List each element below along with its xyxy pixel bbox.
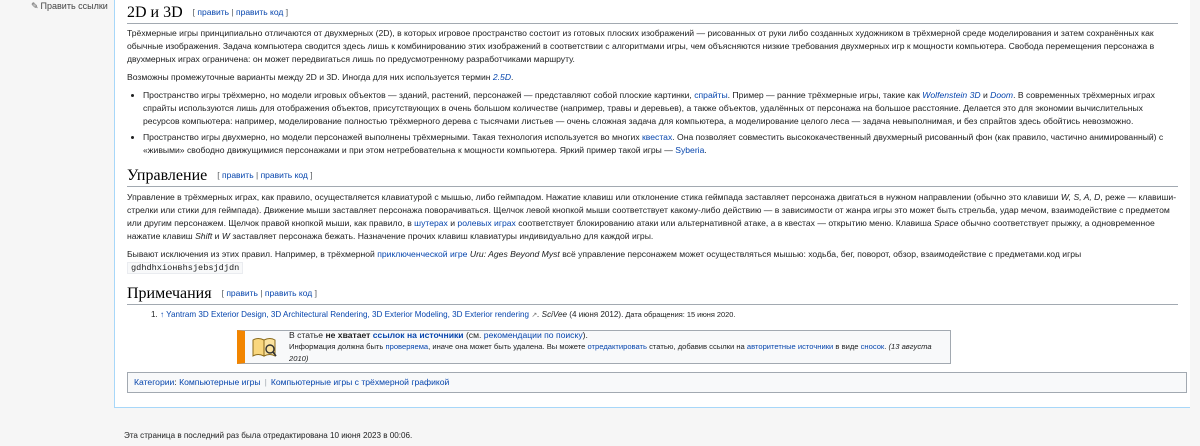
warning-box (237, 330, 951, 364)
list (127, 89, 1178, 157)
article-content (114, 0, 1190, 408)
link-footnotes[interactable]: сносок (860, 342, 885, 351)
reference-list: 1. ↑ Yantram 3D Exterior Design, 3D Architectural Rendering, 3D Exterior Modeling, 3D Exterior rendering ↗. SciVee (4 июня 2012). Дата обращения: 15 июня 2020. (151, 310, 736, 319)
ref-link[interactable]: Yantram 3D Exterior Design, 3D Architectural Rendering, 3D Exterior Modeling, 3D Exterior rendering (166, 310, 530, 319)
section-heading-control (127, 165, 1178, 187)
link-search-recommendations[interactable]: рекомендации по поиску (483, 330, 583, 340)
edit-link[interactable]: править (226, 288, 258, 298)
category-item[interactable]: Компьютерные игры (179, 377, 261, 387)
edit-code-link[interactable]: править код (260, 170, 308, 180)
link-rpg[interactable]: ролевых играх (457, 218, 516, 228)
link-adventure[interactable]: приключенческой игре (377, 249, 468, 259)
code-snippet: gdhdhxioнвhsjebsjdjdn (127, 262, 243, 274)
list-item: • Пространство игры трёхмерно, но модели игровых объектов — зданий, растений, персонажей — представляют собой плоские картинки, спрайты. Пример — ранние трёхмерные игры, такие как Wolfenstein 3D и Doom. В современных трёхмерных играх спрайты используются лишь для отображения объектов, присутствующих в очень большом количестве (например, травы и деревьев), а также объектов, удалённых от персонажа на большое расстояние. Делается это для экономии вычислительных ресурсов компьютера: например, моделирование полностью трёхмерного дерева с тысячами листьев — очень сложная задача для компьютера, а моделирование целого леса — задача невыполнимая, и без спрайтов здесь обойтись невозможно. (143, 89, 1178, 128)
link-25d[interactable]: 2.5D (492, 72, 512, 82)
sidebar-edit-links[interactable] (31, 1, 108, 12)
category-item[interactable]: Компьютерные игры с трёхмерной графикой (270, 377, 450, 387)
link-wolfenstein[interactable]: Wolfenstein 3D (922, 90, 981, 100)
edit-link[interactable]: править (221, 170, 254, 180)
paragraph: Трёхмерные игры принципиально отличаются от двухмерных (2D), в которых игровое пространство состоит из готовых плоских изображений — рисованных от руки либо созданных художником в трёхмерной среде моделирования и затем сохранённых как обычные изображения. Задача компьютера сводится здесь лишь к комбинированию этих изображений в соответствии с алгоритмами игры, чем объясняются низкие требования двухмерных игр к мощности компьютера. Свобода перемещения персонажа в двухмерных играх ограничена: он может передвигаться лишь по предусмотренному разработчиками маршруту. (127, 28, 1155, 64)
edit-section: [ править | править код ] (217, 170, 313, 180)
category-links: Категории: Компьютерные игры | Компьютерные игры с трёхмерной графикой (127, 372, 1187, 393)
link-verifiable[interactable]: проверяема (385, 342, 429, 351)
list-item: • Пространство игры двухмерно, но модели персонажей выполнены трёхмерными. Такая технология используется во многих квестах. Она позволяет совместить высококачественный двухмерный рисованный фон (как правило, частично анимированный) с «живыми» свободно движущимися персонажами и при этом нетребовательна к мощности компьютера. Яркий пример такой игры — Syberia. (143, 131, 1178, 157)
section-title: Примечания (127, 285, 212, 302)
section-heading-2d3d (127, 2, 1178, 24)
edit-section: [ править | править код ] (221, 288, 317, 298)
link-doom[interactable]: Doom (990, 90, 1014, 100)
link-syberia[interactable]: Syberia (675, 145, 705, 155)
link-shooters[interactable]: шутерах (414, 218, 448, 228)
paragraph: Управление в трёхмерных играх, как правило, осуществляется клавиатурой с мышью, либо геймпадом. Нажатие клавиш или отклонение стика геймпада заставляет персонажа двигаться в нужном направлении (обычно это клавиши W, S, A, D, реже — клавиши-стрелки или стики для геймпада). Движение мыши заставляет персонажа поворачиваться. Щелчок левой кнопкой мыши соответствует какому-либо действию — в зависимости от жанра игры это может быть стрельба, удар мечом, взаимодействие с предметом или другим персонажем. Щелчок правой кнопкой мыши, как правило, в шутерах и ролевых играх соответствует блокированию атаки или альтернативной атаке, а в квестах — открытию меню. Клавиша Space обычно соответствует прыжку, а одновременное нажатие клавиш Shift и W заставляет персонажа бежать. Назначение прочих клавиш клавиатуры индивидуально для каждой игры. (127, 192, 1177, 241)
pencil-icon: ✎ (31, 1, 39, 11)
edit-links-label: Править ссылки (40, 1, 108, 11)
section-heading-notes (127, 283, 1178, 305)
book-icon (251, 336, 277, 358)
link-sources[interactable]: ссылок на источники (372, 330, 464, 340)
warning-text: В статье не хватает ссылок на источники (см. рекомендации по поиску). Информация должна быть проверяема, иначе она может быть удалена. Вы можете отредактировать статью, добавив ссылки на авторитетные источники в виде сносок. (13 августа 2010) (289, 330, 932, 363)
external-link-icon: ↗ (531, 312, 538, 319)
section-title: Управление (127, 167, 208, 184)
paragraph: Бывают исключения из этих правил. Например, в трёхмерной приключенческой игре Uru: Ages Beyond Myst всё управление персонажем может осуществляться мышью: ходьба, бег, поворот, обзор, взаимодействие с предметами.код игры gdhdhxioнвhsjebsjdjdn (127, 249, 1082, 273)
ref-backlink[interactable]: ↑ (160, 310, 165, 319)
edit-section: [ править | править код ] (192, 7, 289, 17)
link-sprites[interactable]: спрайты (694, 90, 728, 100)
footer-last-edit: Эта страница в последний раз была отредактирована 10 июня 2023 в 00:06. (124, 431, 413, 440)
paragraph: Возможны промежуточные варианты между 2D и 3D. Иногда для них используется термин 2.5D. (127, 72, 514, 82)
edit-link[interactable]: править (197, 7, 230, 17)
edit-code-link[interactable]: править код (236, 7, 284, 17)
link-edit-article[interactable]: отредактировать (587, 342, 647, 351)
section-title: 2D и 3D (127, 4, 183, 21)
categories-label[interactable]: Категории (134, 377, 175, 387)
link-quests[interactable]: квестах (642, 132, 673, 142)
link-reliable-sources[interactable]: авторитетные источники (746, 342, 834, 351)
edit-code-link[interactable]: править код (264, 288, 313, 298)
